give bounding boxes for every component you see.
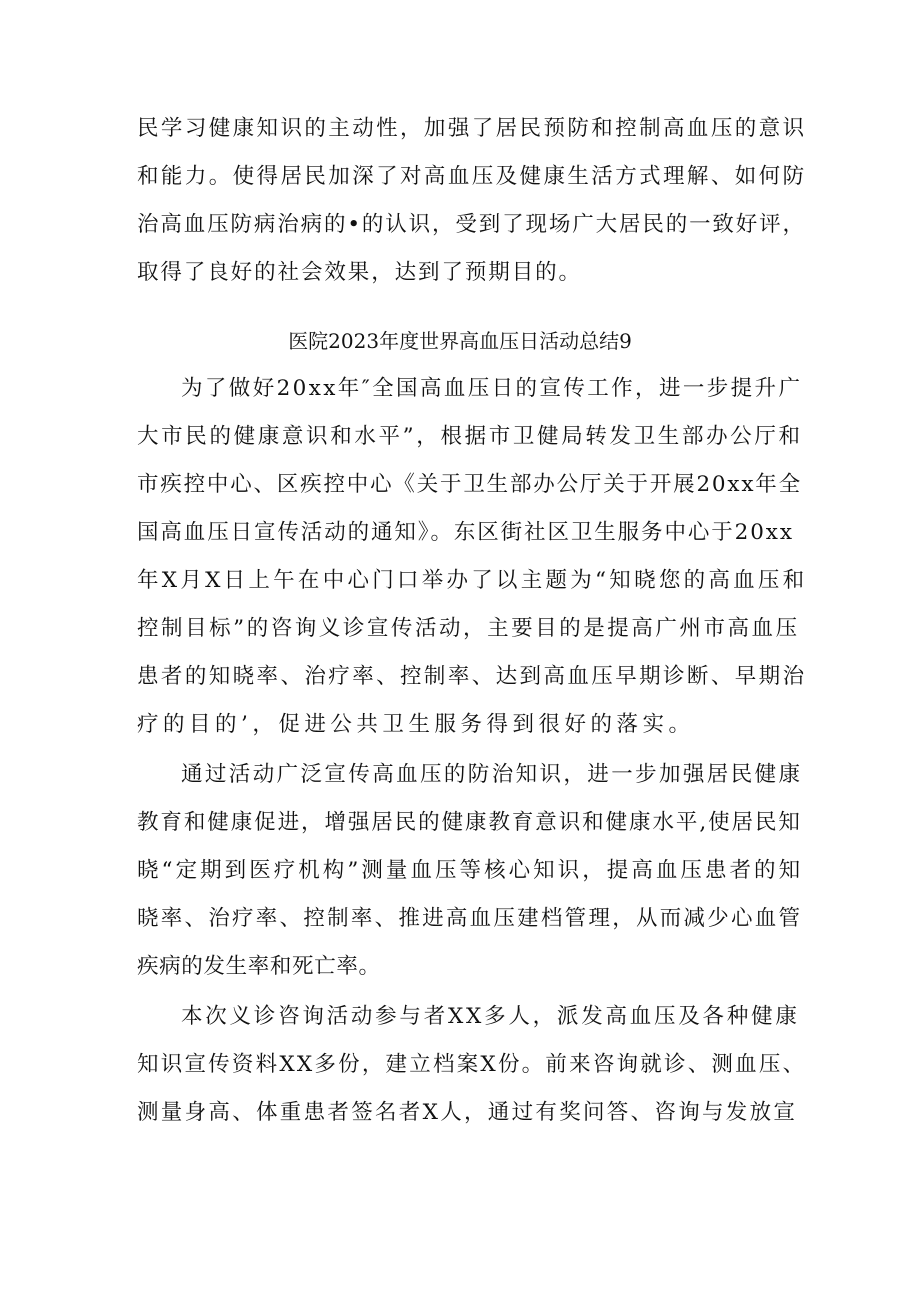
text-line: 取得了良好的社会效果，达到了预期目的。 xyxy=(137,260,582,285)
text-line: 疗的目的’，促进公共卫生服务得到很好的落实。 xyxy=(137,712,695,737)
text-line: 和能力。使得居民加深了对高血压及健康生活方式理解、如何防 xyxy=(137,164,807,189)
text-line: 知识宣传资料XX多份，建立档案X份。前来咨询就诊、测血压、 xyxy=(137,1052,807,1077)
text-line: 大市民的健康意识和水平”，根据市卫健局转发卫生部办公厅和 xyxy=(137,424,803,449)
text-line: 民学习健康知识的主动性，加强了居民预防和控制高血压的意识 xyxy=(137,116,807,141)
text-line: 晓率、治疗率、控制率、推进高血压建档管理，从而减少心血管 xyxy=(137,906,803,931)
text-line: 年X月X日上午在中心门口举办了以主题为“知晓您的高血压和 xyxy=(137,568,808,593)
text-line: 晓“定期到医疗机构”测量血压等核心知识，提高血压患者的知 xyxy=(137,858,804,883)
text-line: 国高血压日宣传活动的通知》。东区街社区卫生服务中心于20xx xyxy=(137,520,794,545)
text-line: 治高血压防病治病的•的认识，受到了现场广大居民的一致好评， xyxy=(137,212,806,237)
text-line: 为了做好20xx年″全国高血压日的宣传工作，进一步提升广 xyxy=(181,376,803,401)
text-line: 测量身高、体重患者签名者X人，通过有奖问答、咨询与发放宣 xyxy=(137,1100,798,1125)
text-line: 市疾控中心、区疾控中心《关于卫生部办公厅关于开展20xx年全 xyxy=(137,472,802,497)
text-line: 控制目标”的咨询义诊宣传活动，主要目的是提高广州市高血压 xyxy=(137,616,800,641)
section-title: 医院2023年度世界高血压日活动总结9 xyxy=(288,329,632,353)
text-line: 通过活动广泛宣传高血压的防治知识，进一步加强居民健康 xyxy=(181,762,803,787)
text-line: 教育和健康促进，增强居民的健康教育意识和健康水平,使居民知 xyxy=(137,810,802,835)
text-line: 本次义诊咨询活动参与者XX多人，派发高血压及各种健康 xyxy=(181,1004,800,1029)
text-line: 患者的知晓率、治疗率、控制率、达到高血压早期诊断、早期治 xyxy=(137,664,807,689)
text-line: 疾病的发生率和死亡率。 xyxy=(137,954,381,979)
